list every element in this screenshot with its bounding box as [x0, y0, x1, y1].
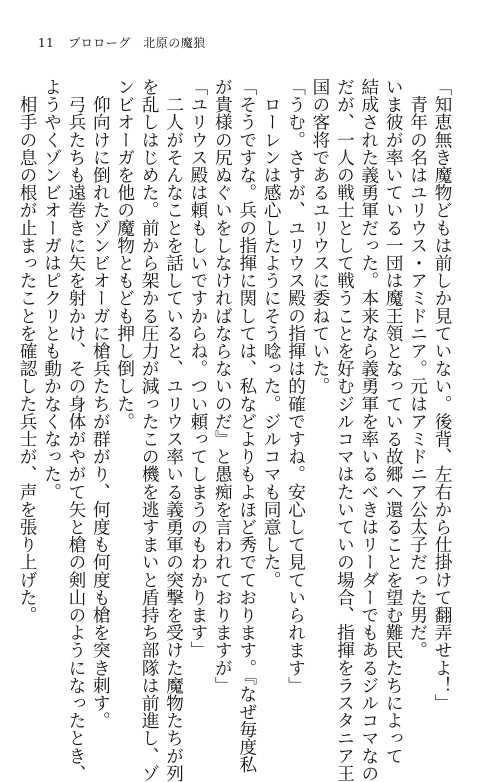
text-line: ローレンは感心したようにそう唸った。ジルコマも同意した。	[261, 78, 282, 589]
text-line: いま彼が率いている一団は魔王領となっている故郷へ還ることを望む難民たちによって	[383, 78, 404, 765]
text-line: が貴様の尻ぬぐいをしなければならないのだ』と愚痴を言われておりますが」	[212, 78, 233, 694]
text-line: だが、一人の戦士として戦うことを好むジルコマはたいていの場合、指揮をラスタニア王	[334, 78, 355, 782]
text-line: 青年の名はユリウス・アミドニア。元はアミドニア公太子だった男だ。	[407, 78, 428, 659]
running-title: プロローグ 北原の魔狼	[68, 36, 206, 50]
text-line: ようやくゾンビオーガはピクリとも動かなくなった。	[41, 78, 62, 501]
text-line: 弓兵たちも遠巻きに矢を射かけ、その身体がやがて矢と槍の剣山のようになったとき、	[65, 78, 86, 782]
text-line: 「うむ。さすが、ユリウス殿の指揮は的確ですね。安心して見ていられます」	[285, 78, 306, 694]
page-number: 11	[38, 36, 55, 50]
text-line: 国の客将であるユリウスに委ねていた。	[309, 78, 330, 395]
text-line: 「そうですな。兵の指揮に関しては、私などよりもよほど秀でております。『なぜ毎度私	[236, 78, 257, 774]
text-line: 「知恵無き魔物どもは前しか見ていない。後背、左右から仕掛けて翻弄せよ！」	[432, 78, 452, 712]
text-line: 「ユリウス殿は頼もしいですからね。つい頼ってしまうのもわかります」	[187, 78, 208, 659]
text-line: 結成された義勇軍だった。本来なら義勇軍を率いるべきはリーダーでもあるジルコマなの	[358, 78, 379, 782]
text-line: ンビオーガを他の魔物ともども押し倒した。	[114, 78, 135, 430]
text-line: 相手の息の根が止まったことを確認した兵士が、声を張り上げた。	[17, 78, 38, 624]
vertical-text-body	[15, 78, 454, 782]
text-line: 二人がそんなことを話していると、ユリウス率いる義勇軍の突撃を受けた魔物たちが列	[163, 78, 184, 782]
page-header	[38, 34, 206, 51]
text-line: 仰向けに倒れたゾンビオーガに槍兵たちが群がり、何度も何度も槍を突き刺す。	[90, 78, 111, 730]
text-line: を乱しはじめた。前から架かる圧力が減ったこの機を逃すまいと盾持ち部隊は前進し、ゾ	[139, 78, 160, 782]
